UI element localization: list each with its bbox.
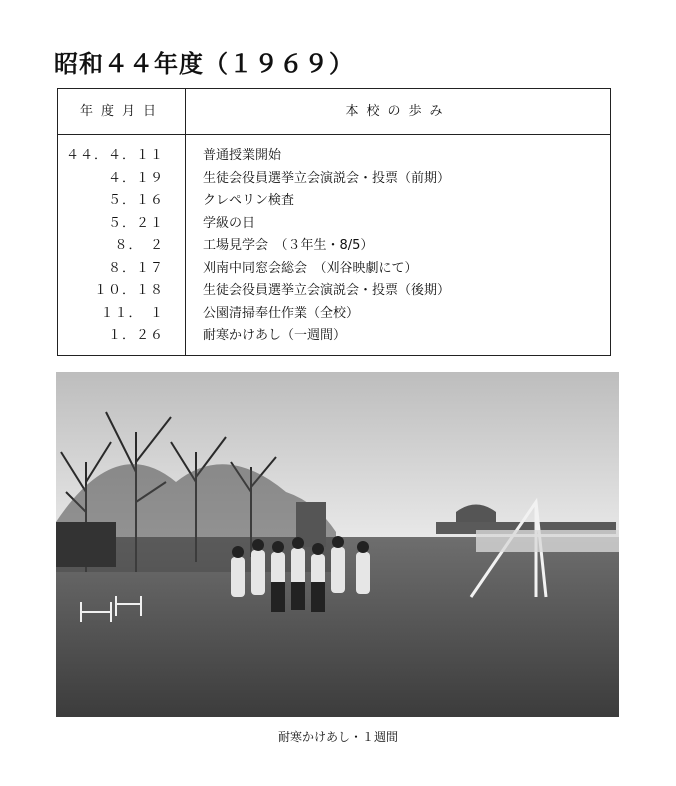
table-row xyxy=(58,213,610,236)
table-row xyxy=(58,280,610,303)
row-date: １．２６ xyxy=(107,328,164,343)
header-date: 年度月日 xyxy=(79,104,164,119)
table-row xyxy=(58,190,610,213)
header-event: 本校の歩み xyxy=(345,104,451,119)
table-rows xyxy=(58,145,610,348)
row-date: ８． ２ xyxy=(114,238,164,253)
row-event: 工場見学会 （３年生・8/5） xyxy=(203,238,374,253)
row-date: ５．２１ xyxy=(107,215,164,231)
table-row xyxy=(58,303,610,326)
table-row xyxy=(58,258,610,281)
page-title: 昭和４４年度（１９６９） xyxy=(54,49,354,78)
photo-winter-run xyxy=(56,372,619,717)
row-date: ４４．４．１１ xyxy=(65,148,164,163)
row-date: ８．１７ xyxy=(107,260,164,276)
row-date: ５．１６ xyxy=(107,193,164,208)
row-event: 学級の日 xyxy=(203,215,256,231)
row-event: 生徒会役員選挙立会演説会・投票（前期） xyxy=(203,170,451,186)
row-date: １１． １ xyxy=(100,305,164,321)
row-date: ４．１９ xyxy=(107,170,164,186)
table-row xyxy=(58,168,610,191)
row-event: 普通授業開始 xyxy=(203,148,282,163)
row-event: 生徒会役員選挙立会演説会・投票（後期） xyxy=(203,283,451,298)
header-divider xyxy=(58,134,610,135)
photo-illustration xyxy=(56,372,619,717)
table-row xyxy=(58,235,610,258)
history-table xyxy=(57,88,611,356)
photo-caption: 耐寒かけあし・１週間 xyxy=(277,730,398,744)
table-row xyxy=(58,325,610,348)
row-event: クレペリン検査 xyxy=(203,193,295,208)
row-event: 耐寒かけあし（一週間） xyxy=(203,328,347,343)
table-row xyxy=(58,145,610,168)
row-event: 公園清掃奉仕作業（全校） xyxy=(203,305,360,321)
row-date: １０．１８ xyxy=(93,283,164,298)
row-event: 刈南中同窓会総会 （刈谷映劇にて） xyxy=(203,260,418,276)
